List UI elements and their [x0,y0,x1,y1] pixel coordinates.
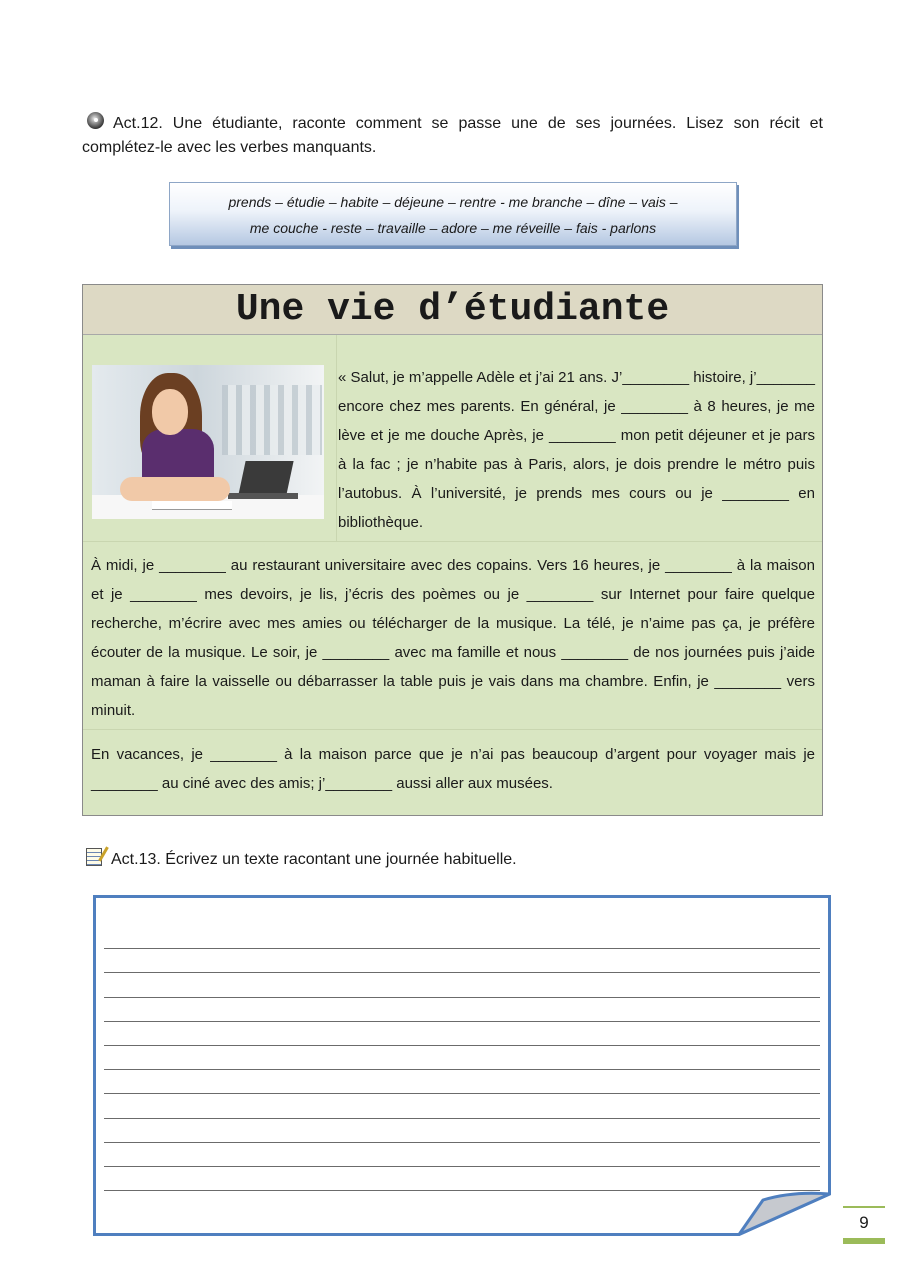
writing-line[interactable] [104,973,820,997]
story-paragraph-1: « Salut, je m’appelle Adèle et j’ai 21 ans. J’________ histoire, j’_______ encore chez mes parents. En général, je ________ à 8 heures, je me lève et je me douche Après, je ________ mon petit déjeuner et je pars à la fac ; je n’habite pas à Paris, alors, je dois prendre le métro puis l’autobus. À l’université, je prends mes cours ou je ________ en bibliothèque. [338,369,815,531]
writing-line[interactable] [104,925,820,949]
student-photo [92,365,324,519]
laptop-icon [238,461,293,495]
writing-line[interactable] [104,949,820,973]
writing-box[interactable] [93,895,831,1236]
writing-line[interactable] [104,1022,820,1046]
writing-lines [104,925,820,1191]
word-bank-line-2: me couche - reste – travaille – adore – me réveille – fais - parlons [249,220,657,236]
activity-13-text: Act.13. Écrivez un texte racontant une journée habituelle. [111,851,517,868]
word-bank [169,182,737,246]
activity-12-text: Act.12. Une étudiante, raconte comment se passe une de ses journées. Lisez son récit et complétez-le avec les verbes manquants. [82,115,823,156]
writing-line[interactable] [104,1119,820,1143]
column-divider [336,335,337,541]
writing-line[interactable] [104,1167,820,1191]
row-divider [83,729,822,730]
row-divider [83,541,822,542]
story-paragraph-3: En vacances, je ________ à la maison parce que je n’ai pas beaucoup d’argent pour voyager mais je ________ au ciné avec des amis; j’________ aussi aller aux musées. [91,746,815,792]
story-panel [82,284,823,816]
writing-line[interactable] [104,1143,820,1167]
activity-13-instructions [86,848,517,872]
cd-disc-icon [87,112,104,129]
story-title: Une vie d’étudiante [83,285,822,335]
page-number: 9 [843,1206,885,1244]
word-bank-line-1: prends – étudie – habite – déjeune – rentre - me branche – dîne – vais – [228,194,678,210]
notepad-pencil-icon [86,848,102,866]
writing-line[interactable] [104,998,820,1022]
writing-line[interactable] [104,1094,820,1118]
writing-line[interactable] [104,1046,820,1070]
story-paragraph-2: À midi, je ________ au restaurant universitaire avec des copains. Vers 16 heures, je ________ à la maison et je ________ mes devoirs, je lis, j’écris des poèmes ou je ________ sur Internet pour faire quelque recherche, m’écrire avec mes amies ou télécharger de la musique. La télé, je n’aime pas ça, je préfère écouter de la musique. Le soir, je ________ avec ma famille et nous ________ de nos journées puis j’aide maman à faire la vaisselle ou débarrasser la table puis je vais dans ma chambre. Enfin, je ________ vers minuit. [91,557,815,719]
writing-line[interactable] [104,1070,820,1094]
activity-12-instructions [82,112,823,160]
